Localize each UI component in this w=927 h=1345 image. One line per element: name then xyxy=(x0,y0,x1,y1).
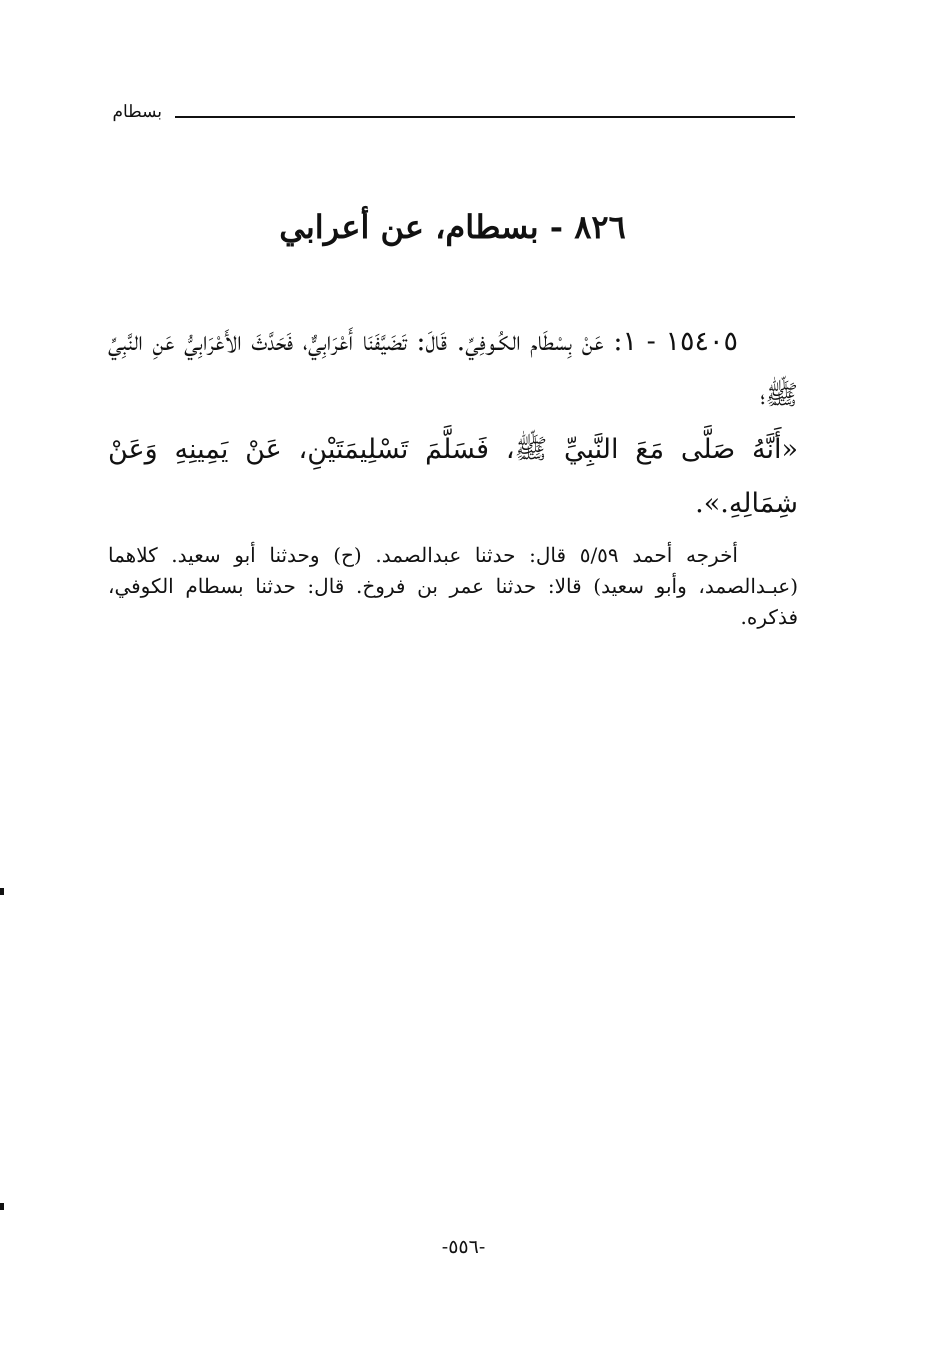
running-head xyxy=(110,100,795,130)
hadith-number: ١٥٤٠٥ - ١ xyxy=(622,326,738,357)
hadith-text xyxy=(108,315,798,531)
scan-edge-mark xyxy=(0,1203,4,1210)
hadith-isnad-paragraph xyxy=(108,315,798,423)
running-head-label: بسطام xyxy=(112,102,162,122)
hadith-matn: «أَنَّهُ صَلَّى مَعَ النَّبِيِّ ﷺ، فَسَلَّمَ تَسْلِيمَتَيْنِ، عَنْ يَمِينِهِ وَعَنْ شِمَالِهِ.». xyxy=(108,434,798,519)
chapter-title: ٨٢٦ - بسطام، عن أعرابي xyxy=(279,208,626,246)
page-number: -٥٥٦- xyxy=(441,1236,486,1258)
takhrij-text: أخرجه أحمد ٥/٥٩ قال: حدثنا عبدالصمد. (ح) وحدثنا أبو سعيد. كلاهما (عبـدالصمد، وأبو سعيد) قالا: حدثنا عمر بن فروخ. قال: حدثنا بسطام الكوفي، فذكره. xyxy=(108,543,798,629)
takhrij-note xyxy=(108,540,798,633)
scan-edge-mark xyxy=(0,888,4,895)
hadith-isnad: : عَنْ بِسْطَام الكُـوفِيِّ. قَالَ: تَضَيَّفَنَا أَعْرَابِيٌّ، فَحَدَّثَ الأَعْرَابِيُّ عَنِ النَّبِيِّ ﷺ؛ xyxy=(108,326,798,411)
header-rule xyxy=(175,116,795,118)
